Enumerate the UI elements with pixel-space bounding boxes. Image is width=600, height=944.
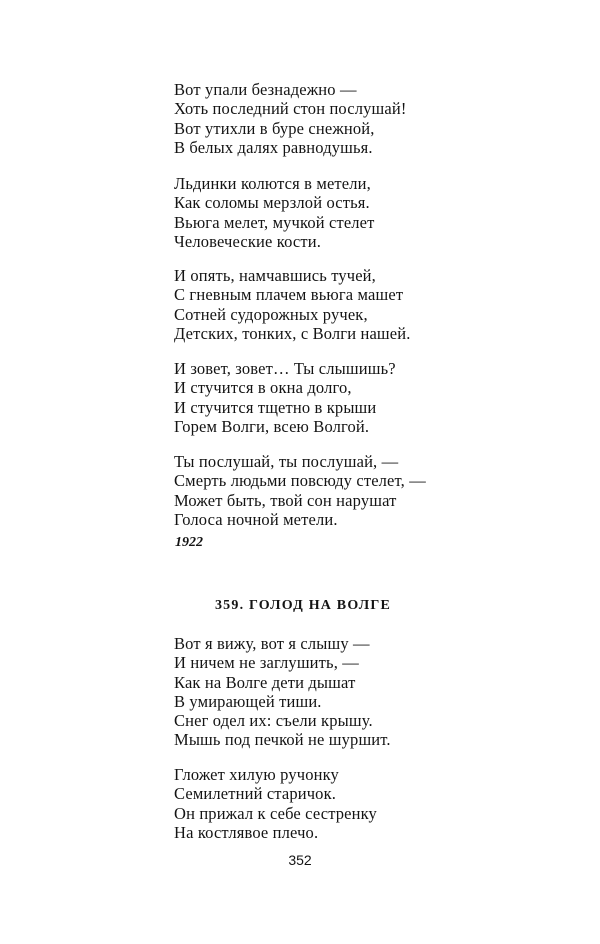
verse-line: Горем Волги, всею Волгой. <box>174 416 370 436</box>
verse-line: Вьюга мелет, мучкой стелет <box>174 212 375 232</box>
verse-line: И стучится в окна долго, <box>174 378 352 398</box>
verse-line: И зовет, зовет… Ты слышишь? <box>174 359 396 378</box>
verse-line: С гневным плачем вьюга машет <box>174 285 404 305</box>
verse-line: Мышь под печкой не шуршит. <box>174 730 391 750</box>
verse-line: Ты послушай, ты послушай, — <box>174 452 399 471</box>
verse-line: Голоса ночной метели. <box>174 509 338 529</box>
verse-line: Он прижал к себе сестренку <box>174 803 377 823</box>
verse-line: Хоть последний стон послушай! <box>174 99 407 119</box>
verse-line: Смерть людьми повсюду стелет, — <box>174 471 426 491</box>
poem-title: 359. ГОЛОД НА ВОЛГЕ <box>214 598 391 613</box>
verse-line: На костлявое плечо. <box>174 822 319 842</box>
verse-line: Может быть, твой сон нарушат <box>174 490 397 510</box>
verse-line: Гложет хилую ручонку <box>174 765 339 784</box>
poem2-stanza-2 <box>174 765 377 842</box>
poem1-stanza-4 <box>174 359 396 436</box>
verse-line: Как соломы мерзлой остья. <box>174 193 370 213</box>
poem1-stanza-5 <box>174 452 426 529</box>
verse-line: И стучится тщетно в крыши <box>174 397 377 417</box>
verse-line: Как на Волге дети дышат <box>174 672 356 692</box>
verse-line: В белых далях равнодушья. <box>174 137 373 157</box>
verse-line: В умирающей тиши. <box>174 691 322 711</box>
verse-line: Вот упали безнадежно — <box>174 80 357 99</box>
verse-line: И опять, намчавшись тучей, <box>174 266 376 285</box>
poem-year: 1922 <box>175 535 203 550</box>
page-number: 352 <box>288 852 312 868</box>
verse-line: Человеческие кости. <box>174 231 321 251</box>
verse-line: И ничем не заглушить, — <box>174 653 359 673</box>
poem1-stanza-2 <box>174 174 375 251</box>
poem1-stanza-1 <box>174 80 406 157</box>
verse-line: Вот утихли в буре снежной, <box>174 118 375 138</box>
poem1-stanza-3 <box>174 266 411 343</box>
verse-line: Детских, тонких, с Волги нашей. <box>174 323 411 343</box>
verse-line: Снег одел их: съели крышу. <box>174 711 373 731</box>
verse-line: Вот я вижу, вот я слышу — <box>174 634 370 653</box>
verse-line: Сотней судорожных ручек, <box>174 304 368 324</box>
verse-line: Льдинки колются в метели, <box>174 174 371 193</box>
poem2-stanza-1 <box>174 634 391 750</box>
verse-line: Семилетний старичок. <box>174 784 337 804</box>
